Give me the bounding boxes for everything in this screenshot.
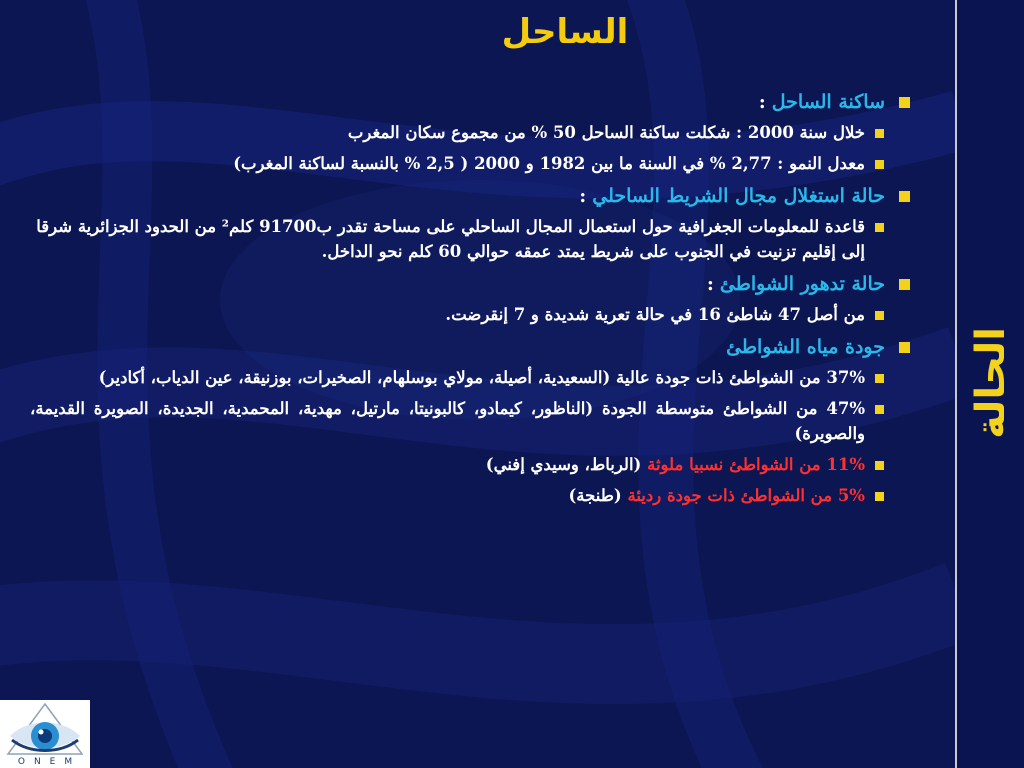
list-item xyxy=(30,120,910,145)
item-rest-text: (الرباط، وسيدي إفني) xyxy=(485,455,648,474)
bullet-square-icon xyxy=(875,223,884,232)
section-heading xyxy=(30,333,910,361)
bullet-square-icon xyxy=(875,311,884,320)
section-heading xyxy=(30,182,910,210)
highlight-text: 5% من الشواطئ ذات جودة رديئة xyxy=(627,486,865,505)
heading-colon: : xyxy=(758,91,766,113)
item-text xyxy=(30,483,865,508)
slide-content xyxy=(30,88,910,514)
onem-logo xyxy=(0,700,90,768)
section-heading xyxy=(30,270,910,298)
item-text: 47% من الشواطئ متوسطة الجودة (الناظور، كيمادو، كالبونيتا، مارتيل، مهدية، المحمدية، الجديدة، الصويرة القديمة، والصويرة) xyxy=(30,399,865,443)
bullet-square-icon xyxy=(875,405,884,414)
list-item xyxy=(30,483,910,508)
bullet-square-icon xyxy=(899,191,910,202)
logo-letters: ONEM xyxy=(17,757,82,767)
section-beach-degradation xyxy=(30,270,910,327)
bullet-square-icon xyxy=(875,129,884,138)
highlight-text: 11% من الشواطئ نسبيا ملوثة xyxy=(647,455,865,474)
heading-text: حالة استغلال مجال الشريط الساحلي xyxy=(592,185,885,207)
side-title: الحالة xyxy=(967,327,1014,439)
item-text xyxy=(30,452,865,477)
bullet-square-icon xyxy=(899,342,910,353)
heading-colon: : xyxy=(579,185,587,207)
item-text: خلال سنة 2000 : شكلت ساكنة الساحل 50 % من مجموع سكان المغرب xyxy=(347,123,865,142)
list-item xyxy=(30,214,910,264)
item-text: قاعدة للمعلومات الجغرافية حول استعمال المجال الساحلي على مساحة تقدر ب91700 كلم² من الحدود الجزائرية شرقا إلى إقليم تزنيت في الجنوب على شريط يمتد عمقه حوالي 60 كلم نحو الداخل. xyxy=(36,217,865,261)
side-title-bar xyxy=(955,0,1024,768)
heading-text: ساكنة الساحل xyxy=(771,91,885,113)
list-item xyxy=(30,365,910,390)
eye-triangle-logo-icon xyxy=(0,700,90,760)
heading-text: جودة مياه الشواطئ xyxy=(726,336,885,358)
bullet-square-icon xyxy=(875,160,884,169)
section-heading xyxy=(30,88,910,116)
section-coastal-population xyxy=(30,88,910,176)
list-item xyxy=(30,302,910,327)
page-title: الساحل xyxy=(501,12,629,52)
bullet-square-icon xyxy=(875,374,884,383)
item-rest-text: (طنجة) xyxy=(568,486,628,505)
bullet-square-icon xyxy=(875,461,884,470)
bullet-square-icon xyxy=(899,97,910,108)
bullet-square-icon xyxy=(899,279,910,290)
list-item xyxy=(30,396,910,446)
list-item xyxy=(30,151,910,176)
bullet-square-icon xyxy=(875,492,884,501)
heading-text: حالة تدهور الشواطئ xyxy=(719,273,885,295)
item-text: من أصل 47 شاطئ 16 في حالة تعرية شديدة و 7 إنقرضت. xyxy=(445,305,865,324)
heading-colon: : xyxy=(706,273,714,295)
section-beach-water-quality xyxy=(30,333,910,508)
list-item xyxy=(30,452,910,477)
section-coastal-strip-use xyxy=(30,182,910,264)
item-text: 37% من الشواطئ ذات جودة عالية (السعيدية، أصيلة، مولاي بوسلهام، الصخيرات، بوزنيقة، عين الدياب، أكادير) xyxy=(98,368,865,387)
item-text: معدل النمو : 2,77 % في السنة ما بين 1982 و 2000 ( 2,5 % بالنسبة لساكنة المغرب) xyxy=(233,154,865,173)
